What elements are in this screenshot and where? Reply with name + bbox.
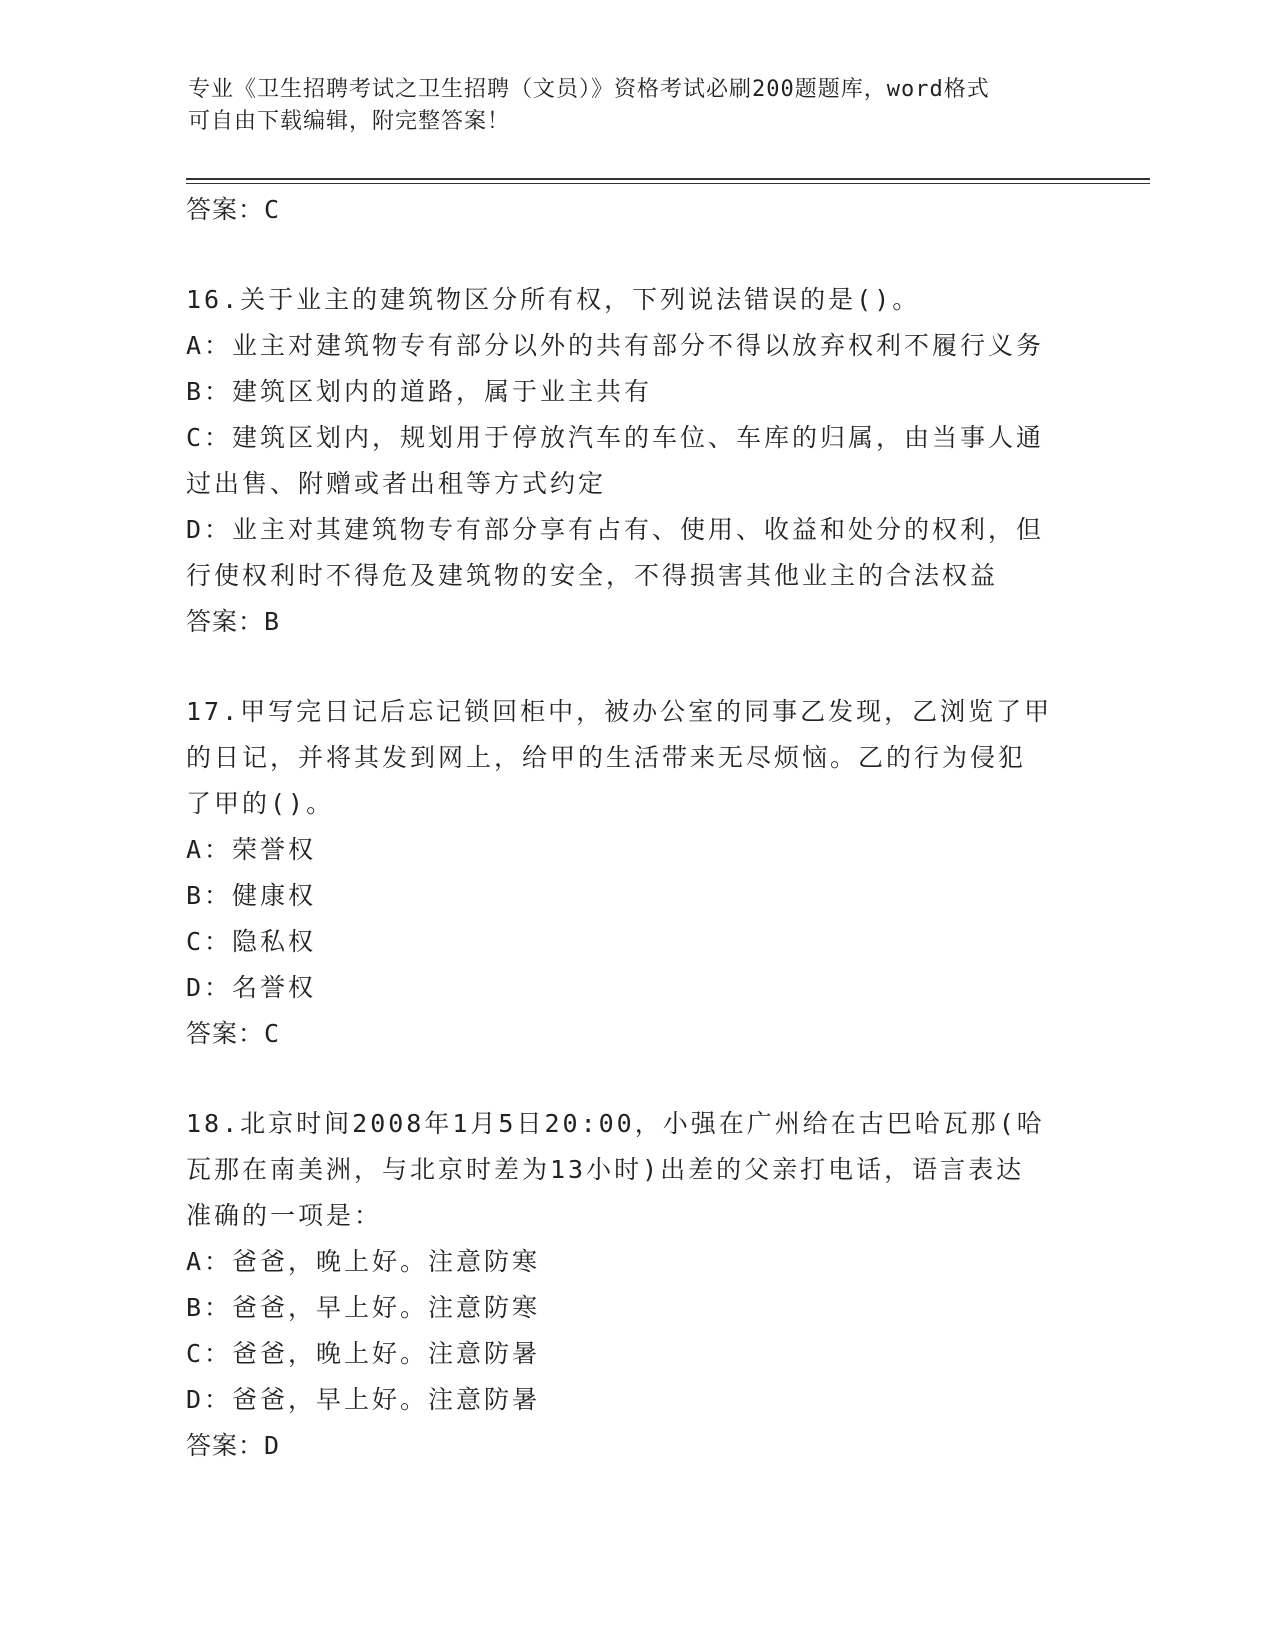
option-a: A：业主对建筑物专有部分以外的共有部分不得以放弃权利不履行义务 [186, 331, 1045, 360]
option-d: D：爸爸，早上好。注意防暑 [186, 1385, 541, 1414]
header-line-2: 可自由下载编辑，附完整答案！ [188, 109, 511, 134]
question-17 [186, 689, 1086, 1057]
question-stem: 16.关于业主的建筑物区分所有权，下列说法错误的是()。 [186, 285, 921, 314]
question-stem: 17.甲写完日记后忘记锁回柜中，被办公室的同事乙发现，乙浏览了甲 [186, 697, 1053, 726]
question-list [186, 187, 1086, 1469]
question-stem-cont: 的日记，并将其发到网上，给甲的生活带来无尽烦恼。乙的行为侵犯 [186, 743, 1027, 772]
answer-value: D [264, 1431, 281, 1460]
question-stem-cont: 了甲的()。 [186, 789, 335, 818]
option-a: A：爸爸，晚上好。注意防寒 [186, 1247, 541, 1276]
question-answer [186, 1011, 1086, 1057]
question-answer [186, 599, 1086, 645]
question-18 [186, 1101, 1086, 1469]
header-rule-thin [186, 183, 1150, 184]
option-d: D：业主对其建筑物专有部分享有占有、使用、收益和处分的权利，但 [186, 515, 1045, 544]
option-d-cont: 行使权利时不得危及建筑物的安全，不得损害其他业主的合法权益 [186, 561, 999, 590]
answer-value: C [264, 1019, 281, 1048]
option-c-cont: 过出售、附赠或者出租等方式约定 [186, 469, 607, 498]
previous-answer [186, 187, 1086, 233]
header-rule-thick [186, 178, 1150, 180]
option-a: A：荣誉权 [186, 835, 317, 864]
question-answer [186, 1423, 1086, 1469]
option-b: B：健康权 [186, 881, 317, 910]
answer-value: B [264, 607, 281, 636]
header-line-1: 专业《卫生招聘考试之卫生招聘（文员）》资格考试必刷200题题库，word格式 [188, 77, 990, 102]
question-stem: 18.北京时间2008年1月5日20:00，小强在广州给在古巴哈瓦那(哈 [186, 1109, 1045, 1138]
option-d: D：名誉权 [186, 973, 317, 1002]
answer-label: 答案： [186, 1431, 265, 1460]
answer-label: 答案： [186, 1019, 265, 1048]
answer-label: 答案： [186, 195, 265, 224]
question-stem-cont: 准确的一项是： [186, 1201, 383, 1230]
option-b: B：爸爸，早上好。注意防寒 [186, 1293, 541, 1322]
document-header [188, 74, 1088, 138]
option-c: C：建筑区划内，规划用于停放汽车的车位、车库的归属，由当事人通 [186, 423, 1045, 452]
option-c: C：爸爸，晚上好。注意防暑 [186, 1339, 541, 1368]
option-b: B：建筑区划内的道路，属于业主共有 [186, 377, 653, 406]
question-stem-cont: 瓦那在南美洲，与北京时差为13小时)出差的父亲打电话，语言表达 [186, 1155, 1025, 1184]
option-c: C：隐私权 [186, 927, 317, 956]
answer-value: C [264, 195, 281, 224]
question-16 [186, 277, 1086, 645]
answer-label: 答案： [186, 607, 265, 636]
